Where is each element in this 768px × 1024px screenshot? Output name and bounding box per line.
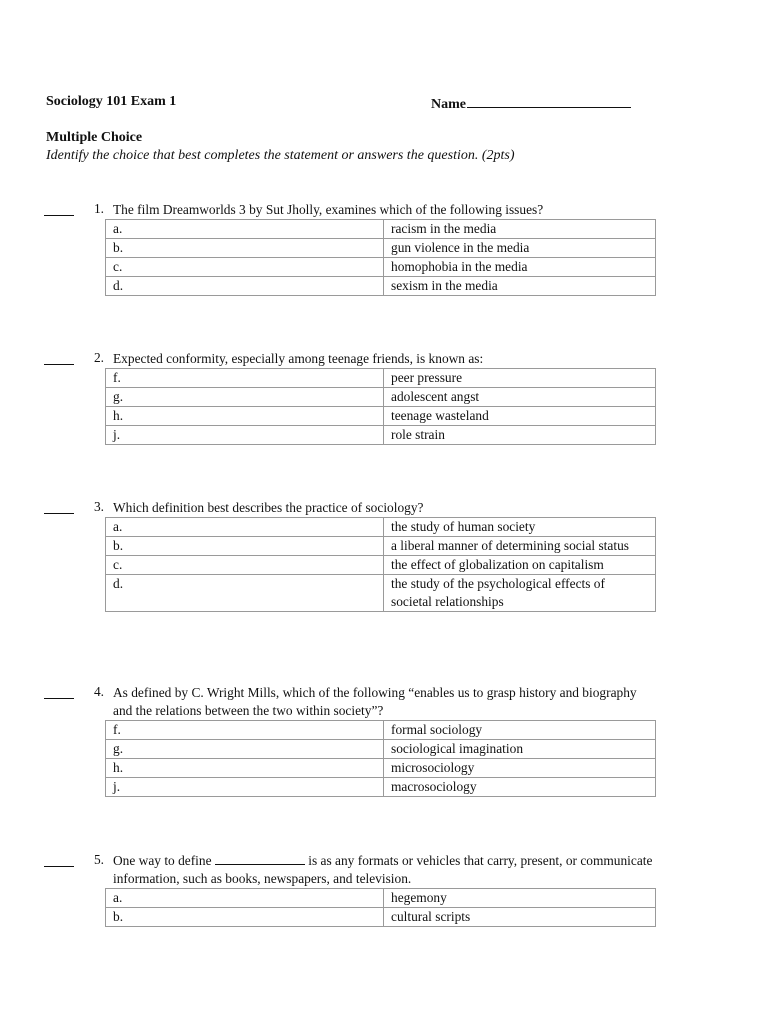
option-row xyxy=(106,759,656,778)
name-label: Name xyxy=(431,97,466,112)
name-field xyxy=(431,94,631,113)
option-text: teenage wasteland xyxy=(384,407,656,426)
option-letter: a. xyxy=(106,220,384,239)
option-row xyxy=(106,908,656,927)
option-row xyxy=(106,537,656,556)
section-title: Multiple Choice xyxy=(46,130,143,145)
option-text: sociological imagination xyxy=(384,740,656,759)
question-number: 5. xyxy=(93,852,104,867)
option-letter: f. xyxy=(106,721,384,740)
option-letter: b. xyxy=(106,239,384,258)
option-row xyxy=(106,220,656,239)
option-text: the effect of globalization on capitalism xyxy=(384,556,656,575)
question-text xyxy=(113,852,658,888)
option-text: the study of the psychological effects of societal relationships xyxy=(384,575,656,612)
option-text: microsociology xyxy=(384,759,656,778)
option-row xyxy=(106,426,656,445)
option-letter: g. xyxy=(106,740,384,759)
answer-blank[interactable] xyxy=(44,513,74,514)
option-row xyxy=(106,556,656,575)
answer-blank[interactable] xyxy=(44,866,74,867)
options-table xyxy=(105,219,656,296)
option-letter: d. xyxy=(106,575,384,612)
option-row xyxy=(106,258,656,277)
option-letter: j. xyxy=(106,426,384,445)
option-row xyxy=(106,740,656,759)
question-number: 3. xyxy=(93,499,104,514)
section-instructions: Identify the choice that best completes the statement or answers the question. (2pts) xyxy=(46,148,515,163)
options-table xyxy=(105,888,656,927)
option-letter: f. xyxy=(106,369,384,388)
question-text: The film Dreamworlds 3 by Sut Jholly, examines which of the following issues? xyxy=(113,202,544,217)
option-text: sexism in the media xyxy=(384,277,656,296)
option-row xyxy=(106,778,656,797)
option-letter: h. xyxy=(106,759,384,778)
option-text: cultural scripts xyxy=(384,908,656,927)
option-letter: j. xyxy=(106,778,384,797)
option-row xyxy=(106,721,656,740)
answer-blank[interactable] xyxy=(44,698,74,699)
option-letter: b. xyxy=(106,908,384,927)
option-row xyxy=(106,575,656,612)
option-text: the study of human society xyxy=(384,518,656,537)
option-text: formal sociology xyxy=(384,721,656,740)
option-letter: c. xyxy=(106,258,384,277)
option-text: adolescent angst xyxy=(384,388,656,407)
option-text: homophobia in the media xyxy=(384,258,656,277)
answer-blank[interactable] xyxy=(44,215,74,216)
answer-blank[interactable] xyxy=(44,364,74,365)
question-text: Which definition best describes the practice of sociology? xyxy=(113,500,424,515)
fill-in-blank[interactable] xyxy=(215,852,305,865)
option-letter: b. xyxy=(106,537,384,556)
options-table xyxy=(105,720,656,797)
option-text: racism in the media xyxy=(384,220,656,239)
option-letter: a. xyxy=(106,889,384,908)
options-table xyxy=(105,368,656,445)
question-number: 1. xyxy=(93,201,104,216)
option-text: peer pressure xyxy=(384,369,656,388)
question-number: 4. xyxy=(93,684,104,699)
options-table xyxy=(105,517,656,612)
name-blank-line[interactable] xyxy=(467,94,631,108)
option-row xyxy=(106,518,656,537)
question-number: 2. xyxy=(93,350,104,365)
option-row xyxy=(106,239,656,258)
question-text-before: One way to define xyxy=(113,853,212,868)
exam-title: Sociology 101 Exam 1 xyxy=(46,94,177,109)
option-row xyxy=(106,369,656,388)
option-row xyxy=(106,388,656,407)
question-text: Expected conformity, especially among teenage friends, is known as: xyxy=(113,351,484,366)
question-text: As defined by C. Wright Mills, which of the following “enables us to grasp history and biography and the relations between the two within society”? xyxy=(113,685,637,718)
option-text: hegemony xyxy=(384,889,656,908)
option-text: macrosociology xyxy=(384,778,656,797)
question-text-after: is as any formats or vehicles that carry, present, or communicate information, such as books, newspapers, and television. xyxy=(113,853,653,886)
option-row xyxy=(106,889,656,908)
option-row xyxy=(106,277,656,296)
option-letter: c. xyxy=(106,556,384,575)
option-letter: h. xyxy=(106,407,384,426)
option-text: gun violence in the media xyxy=(384,239,656,258)
option-row xyxy=(106,407,656,426)
option-text: a liberal manner of determining social status xyxy=(384,537,656,556)
option-letter: a. xyxy=(106,518,384,537)
option-letter: d. xyxy=(106,277,384,296)
option-text: role strain xyxy=(384,426,656,445)
option-letter: g. xyxy=(106,388,384,407)
